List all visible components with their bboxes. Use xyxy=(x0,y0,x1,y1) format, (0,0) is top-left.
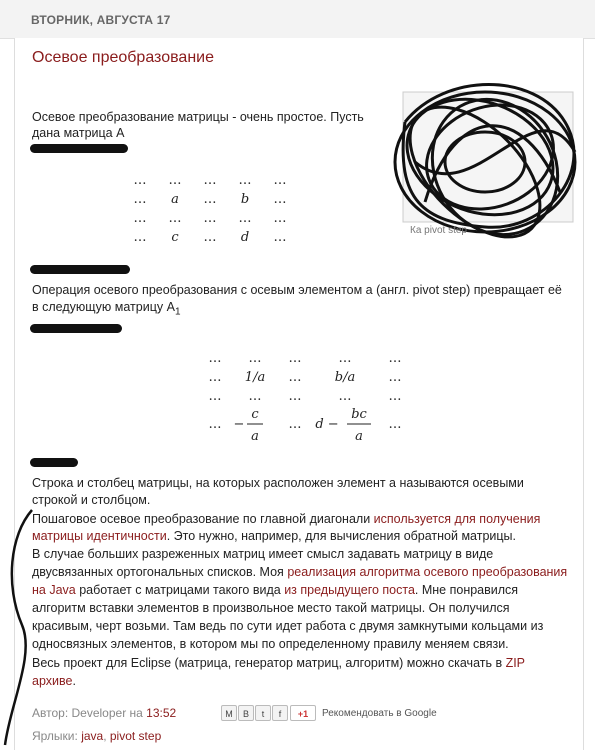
matrix-a-cell: … xyxy=(273,211,287,226)
matrix-a-cell: … xyxy=(203,230,217,245)
matrix-a-cell: d xyxy=(240,230,250,245)
matrix-a1-cell: d − xyxy=(315,417,339,432)
link-zip[interactable]: ZIP xyxy=(505,656,526,670)
link-java[interactable]: на Java xyxy=(32,583,76,597)
redaction-mark xyxy=(30,265,130,274)
matrix-a-cell: a xyxy=(171,192,179,207)
link-previous-post[interactable]: из предыдущего поста xyxy=(284,583,415,597)
para5-line-4: алгоритм вставки элементов в произвольное место такой матрицы. Он получился xyxy=(32,601,510,615)
para5-line-5: красивым, черт возьми. Там ведь по сути идет работа с двумя замкнутыми кольцами из xyxy=(32,619,544,633)
para2-line-1: Операция осевого преобразования с осевым элементом a (англ. pivot step) превращает её xyxy=(32,283,562,297)
para5-line-6: односвязных элементов, в котором мы по определенному правилу меняем связи. xyxy=(32,637,509,651)
matrix-a-cell: … xyxy=(133,211,147,226)
matrix-a-cell: … xyxy=(203,173,217,188)
para6-line-2: архиве. xyxy=(32,674,76,688)
matrix-a1-cell: 1/a xyxy=(244,370,266,385)
recommend-google-text: Рекомендовать в Google xyxy=(322,708,437,719)
matrix-a1-cell: … xyxy=(288,417,302,432)
redaction-mark xyxy=(30,144,128,153)
para4-line-1: Пошаговое осевое преобразование по главной диагонали используется для получения xyxy=(32,512,541,526)
matrix-a-cell: b xyxy=(240,192,250,207)
matrix-a1-cell: − xyxy=(233,417,245,432)
matrix-a-cell: … xyxy=(133,192,147,207)
redaction-mark xyxy=(30,458,78,467)
matrix-a1-cell: … xyxy=(288,370,302,385)
matrix-a1-cell: … xyxy=(338,351,352,366)
matrix-a1-cell: … xyxy=(388,389,402,404)
matrix-a1-cell: … xyxy=(208,370,222,385)
image-caption: Ка pivot step xyxy=(410,225,467,236)
matrix-a1-cell: a xyxy=(251,429,259,444)
para3-line-2: строкой и столбцом. xyxy=(32,493,151,507)
share-facebook-button[interactable]: f xyxy=(272,705,288,721)
matrix-a1-cell: … xyxy=(388,370,402,385)
matrix-a-cell: … xyxy=(273,192,287,207)
matrix-a1-cell: … xyxy=(248,389,262,404)
scribbled-image xyxy=(385,62,585,242)
matrix-a1-cell: … xyxy=(288,389,302,404)
matrix-a-cell: … xyxy=(238,173,252,188)
post-author: Автор: Developer на 13:52 xyxy=(32,706,177,720)
share-blogger-button[interactable]: B xyxy=(238,705,254,721)
matrix-a1-cell: … xyxy=(288,351,302,366)
matrix-a1-cell: … xyxy=(248,351,262,366)
matrix-a-cell: … xyxy=(133,230,147,245)
matrix-a1-cell: … xyxy=(208,417,222,432)
matrix-a1-cell: … xyxy=(388,417,402,432)
para2-line-2: в следующую матрицу $A_1$ xyxy=(32,300,181,318)
matrix-a1 xyxy=(195,348,425,448)
post-time-link[interactable]: 13:52 xyxy=(146,706,177,720)
google-plus-one-button[interactable]: +1 xyxy=(290,705,316,721)
matrix-a1-cell: c xyxy=(251,407,259,422)
para3-line-1: Строка и столбец матрицы, на которых расположен элемент a называются осевыми xyxy=(32,476,524,490)
link-archive[interactable]: архиве xyxy=(32,674,73,688)
matrix-a-cell: … xyxy=(168,173,182,188)
link-identity[interactable]: используется для получения xyxy=(373,512,541,526)
share-twitter-button[interactable]: t xyxy=(255,705,271,721)
share-email-button[interactable]: M xyxy=(221,705,237,721)
link-identity-2[interactable]: матрицы идентичности xyxy=(32,529,167,543)
matrix-a-cell: … xyxy=(133,173,147,188)
redaction-mark xyxy=(30,324,122,333)
matrix-a1-cell: … xyxy=(208,389,222,404)
post-date: ВТОРНИК, АВГУСТА 17 xyxy=(31,13,171,27)
post-labels: Ярлыки: java, pivot step xyxy=(32,729,162,743)
matrix-a1-cell: a xyxy=(355,429,363,444)
label-java[interactable]: java xyxy=(81,729,104,743)
matrix-a1-cell: … xyxy=(338,389,352,404)
matrix-a1-cell: … xyxy=(388,351,402,366)
link-implementation[interactable]: реализация алгоритма осевого преобразования xyxy=(287,565,568,579)
intro-line-1: Осевое преобразование матрицы - очень простое. Пусть xyxy=(32,110,364,124)
label-pivot-step[interactable]: pivot step xyxy=(109,729,162,743)
matrix-a-cell: … xyxy=(203,192,217,207)
matrix-a1-cell: b/a xyxy=(334,370,356,385)
para6-line-1: Весь проект для Eclipse (матрица, генератор матриц, алгоритм) можно скачать в ZIP xyxy=(32,656,526,670)
matrix-a-cell: … xyxy=(203,211,217,226)
matrix-a1-cell: bc xyxy=(351,407,367,422)
matrix-a xyxy=(120,170,300,250)
matrix-a-cell: … xyxy=(273,230,287,245)
matrix-a-cell: … xyxy=(168,211,182,226)
matrix-a-cell: … xyxy=(238,211,252,226)
para4-line-2: матрицы идентичности. Это нужно, например, для вычисления обратной матрицы. xyxy=(32,529,517,543)
matrix-a-cell: … xyxy=(273,173,287,188)
matrix-a1-cell: … xyxy=(208,351,222,366)
intro-line-2: дана матрица А xyxy=(32,126,125,140)
matrix-a-cell: c xyxy=(171,230,179,245)
date-header-bar xyxy=(0,0,595,39)
para5-line-3: на Java работает с матрицами такого вида из предыдущего поста. Мне понравился xyxy=(32,583,519,597)
para5-line-1: В случае больших разреженных матриц имеет смысл задавать матрицу в виде xyxy=(32,547,494,561)
para5-line-2: двусвязанных ортогональных списков. Моя реализация алгоритма осевого преобразования xyxy=(32,565,568,579)
post-title[interactable]: Осевое преобразование xyxy=(32,49,214,66)
